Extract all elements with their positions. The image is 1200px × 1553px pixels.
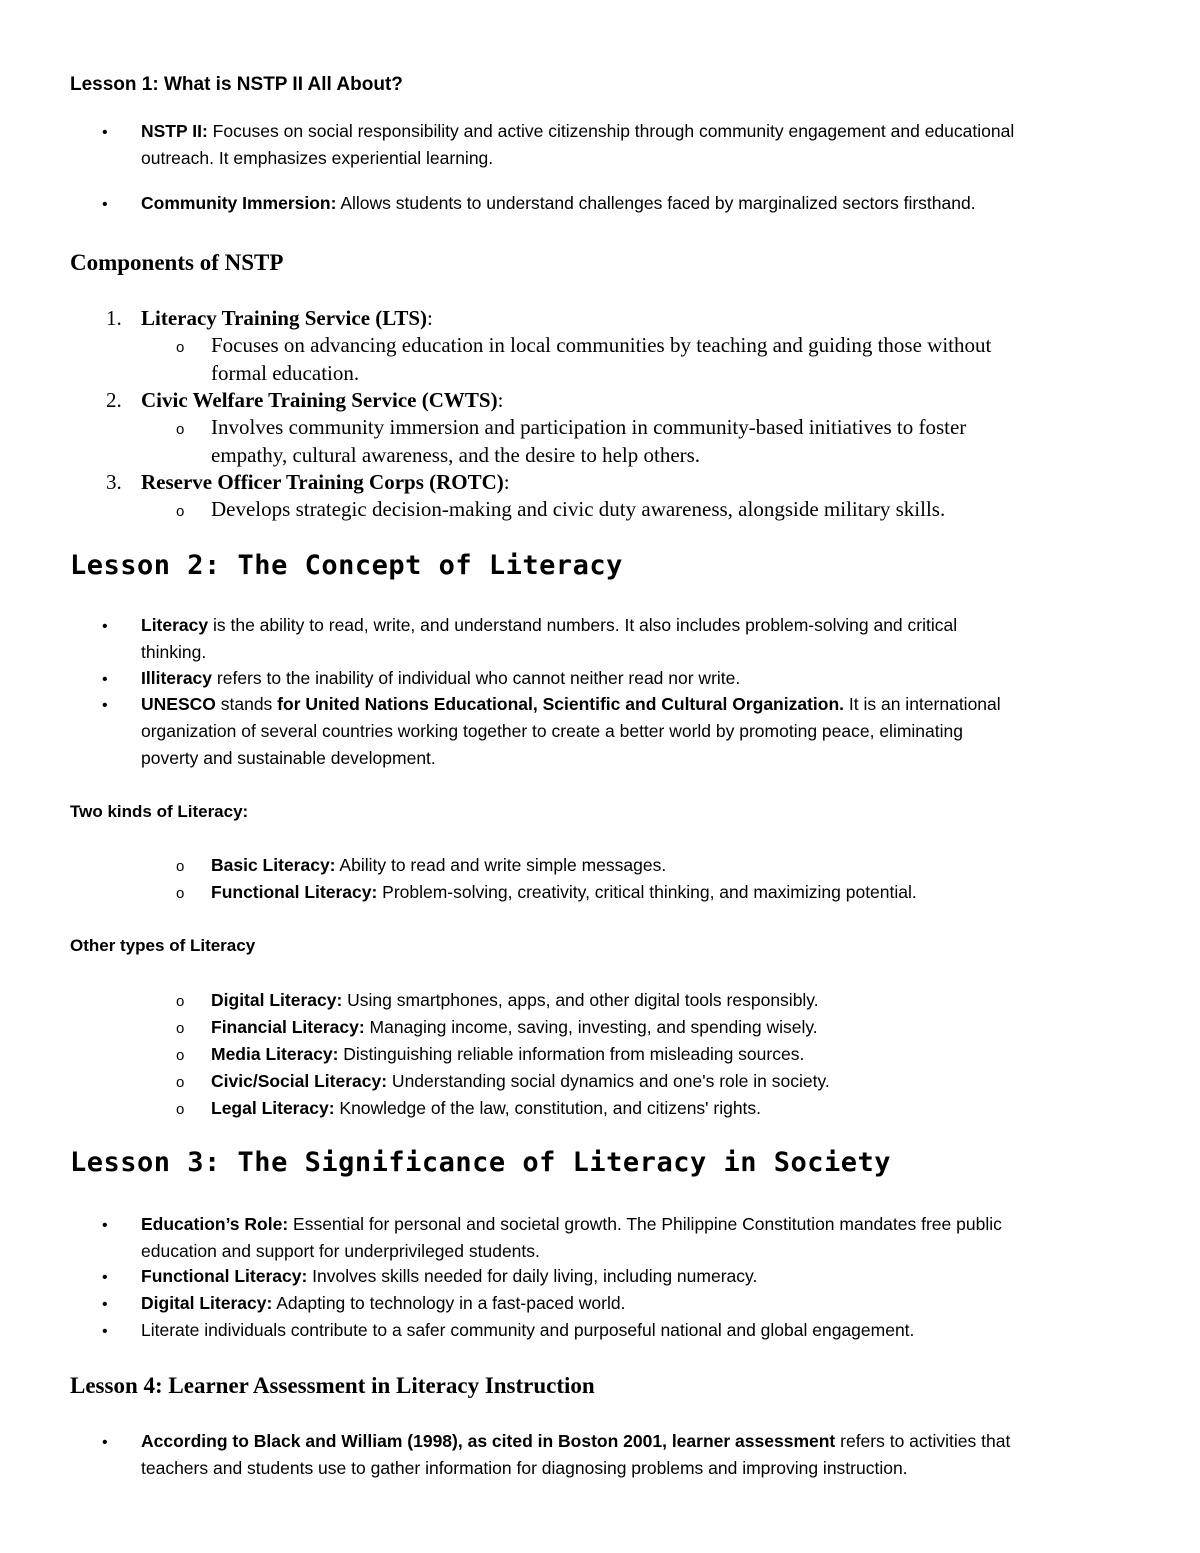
item-text: Managing income, saving, investing, and spending wisely. xyxy=(364,1017,818,1037)
component-colon: : xyxy=(497,388,504,412)
list-item xyxy=(141,1431,1010,1452)
lesson2-title: Lesson 2: The Concept of Literacy xyxy=(70,550,623,581)
circle-bullet-icon: o xyxy=(176,858,185,875)
list-item xyxy=(141,1214,1002,1235)
list-item xyxy=(141,1293,625,1314)
component-description: Focuses on advancing education in local communities by teaching and guiding those without xyxy=(211,333,992,357)
list-item xyxy=(141,615,957,636)
component-description-continued: empathy, cultural awareness, and the desire to help others. xyxy=(211,443,701,467)
bullet-icon: • xyxy=(102,618,108,635)
component-item xyxy=(141,306,433,331)
item-text: Understanding social dynamics and one's role in society. xyxy=(387,1071,830,1091)
list-item xyxy=(141,668,740,689)
lesson1-title: Lesson 1: What is NSTP II All About? xyxy=(70,74,403,95)
item-term: Legal Literacy: xyxy=(211,1098,335,1118)
lesson3-title: Lesson 3: The Significance of Literacy in Society xyxy=(70,1147,892,1178)
list-item xyxy=(141,121,1014,142)
bullet-icon: • xyxy=(102,1434,108,1451)
item-term: Education’s Role: xyxy=(141,1214,289,1234)
circle-bullet-icon: o xyxy=(176,1074,185,1091)
item-term: Digital Literacy: xyxy=(211,990,343,1010)
item-text-continued: poverty and sustainable development. xyxy=(141,748,436,768)
component-colon: : xyxy=(427,306,433,330)
bullet-icon: • xyxy=(102,697,108,714)
two-kinds-heading: Two kinds of Literacy: xyxy=(70,802,249,821)
item-term: Functional Literacy: xyxy=(211,882,378,902)
circle-bullet-icon: o xyxy=(176,993,185,1010)
item-text: Using smartphones, apps, and other digital tools responsibly. xyxy=(342,990,819,1010)
bullet-icon: • xyxy=(102,1323,108,1340)
circle-bullet-icon: o xyxy=(176,1020,185,1037)
item-text: It is an international xyxy=(844,694,1001,714)
other-types-heading: Other types of Literacy xyxy=(70,936,256,955)
item-text: Ability to read and write simple messages. xyxy=(335,855,667,875)
bullet-icon: • xyxy=(102,196,108,213)
list-item xyxy=(141,1266,757,1287)
item-text-continued: thinking. xyxy=(141,642,207,662)
item-text: Problem-solving, creativity, critical thinking, and maximizing potential. xyxy=(377,882,917,902)
item-text: Knowledge of the law, constitution, and citizens' rights. xyxy=(334,1098,762,1118)
component-item xyxy=(141,388,503,413)
item-term: NSTP II: xyxy=(141,121,208,141)
component-label: Civic Welfare Training Service (CWTS) xyxy=(141,388,498,412)
item-text: Adapting to technology in a fast-paced world. xyxy=(272,1293,626,1313)
list-item xyxy=(211,1098,761,1119)
bullet-icon: • xyxy=(102,671,108,688)
components-title: Components of NSTP xyxy=(70,250,284,275)
circle-bullet-icon: o xyxy=(176,339,185,356)
bullet-icon: • xyxy=(102,1296,108,1313)
component-item xyxy=(141,470,510,495)
item-term: Civic/Social Literacy: xyxy=(211,1071,388,1091)
item-text: refers to activities that xyxy=(835,1431,1011,1451)
bullet-icon: • xyxy=(102,124,108,141)
item-term: Media Literacy: xyxy=(211,1044,339,1064)
list-item xyxy=(211,882,917,903)
lesson4-title: Lesson 4: Learner Assessment in Literacy Instruction xyxy=(70,1373,595,1398)
list-item xyxy=(211,1017,818,1038)
list-number: 3. xyxy=(106,470,122,494)
item-text: Essential for personal and societal growth. The Philippine Constitution mandates free public xyxy=(288,1214,1002,1234)
item-term: Literacy xyxy=(141,615,209,635)
item-text: stands xyxy=(215,694,278,714)
item-text: Distinguishing reliable information from misleading sources. xyxy=(338,1044,805,1064)
component-description: Develops strategic decision-making and civic duty awareness, alongside military skills. xyxy=(211,497,946,521)
bullet-icon: • xyxy=(102,1217,108,1234)
list-item xyxy=(211,1044,804,1065)
circle-bullet-icon: o xyxy=(176,421,185,438)
item-text-continued: teachers and students use to gather information for diagnosing problems and improving instruction. xyxy=(141,1458,908,1478)
item-text: Focuses on social responsibility and active citizenship through community engagement and educational xyxy=(207,121,1015,141)
circle-bullet-icon: o xyxy=(176,1101,185,1118)
item-text: is the ability to read, write, and understand numbers. It also includes problem-solving and critical xyxy=(208,615,958,635)
item-term: According to Black and William (1998), as cited in Boston 2001, learner assessment xyxy=(141,1431,836,1451)
component-description-continued: formal education. xyxy=(211,361,360,385)
circle-bullet-icon: o xyxy=(176,503,185,520)
list-item xyxy=(141,193,976,214)
item-term-secondary: for United Nations Educational, Scientific and Cultural Organization. xyxy=(277,694,845,714)
component-description: Involves community immersion and participation in community-based initiatives to foster xyxy=(211,415,967,439)
item-term: Community Immersion: xyxy=(141,193,337,213)
item-text: refers to the inability of individual who cannot neither read nor write. xyxy=(212,668,741,688)
item-term: Financial Literacy: xyxy=(211,1017,365,1037)
list-item: Literate individuals contribute to a safer community and purposeful national and global engagement. xyxy=(141,1320,915,1340)
item-term: UNESCO xyxy=(141,694,216,714)
list-number: 2. xyxy=(106,388,122,412)
bullet-icon: • xyxy=(102,1269,108,1286)
list-item xyxy=(211,855,666,876)
item-text-continued: outreach. It emphasizes experiential learning. xyxy=(141,148,494,168)
component-label: Literacy Training Service (LTS) xyxy=(141,306,428,330)
list-item xyxy=(211,1071,830,1092)
item-text-continued: education and support for underprivileged students. xyxy=(141,1241,540,1261)
list-item xyxy=(141,694,1001,715)
circle-bullet-icon: o xyxy=(176,885,185,902)
component-label: Reserve Officer Training Corps (ROTC) xyxy=(141,470,504,494)
list-number: 1. xyxy=(106,306,122,330)
item-text: Involves skills needed for daily living, including numeracy. xyxy=(307,1266,758,1286)
item-term: Basic Literacy: xyxy=(211,855,336,875)
component-colon: : xyxy=(503,470,510,494)
item-term: Illiteracy xyxy=(141,668,213,688)
item-term: Functional Literacy: xyxy=(141,1266,308,1286)
item-text-continued: organization of several countries working together to create a better world by promoting peace, eliminating xyxy=(141,721,963,741)
item-text: Allows students to understand challenges faced by marginalized sectors firsthand. xyxy=(336,193,976,213)
list-item xyxy=(211,990,819,1011)
circle-bullet-icon: o xyxy=(176,1047,185,1064)
item-term: Digital Literacy: xyxy=(141,1293,273,1313)
